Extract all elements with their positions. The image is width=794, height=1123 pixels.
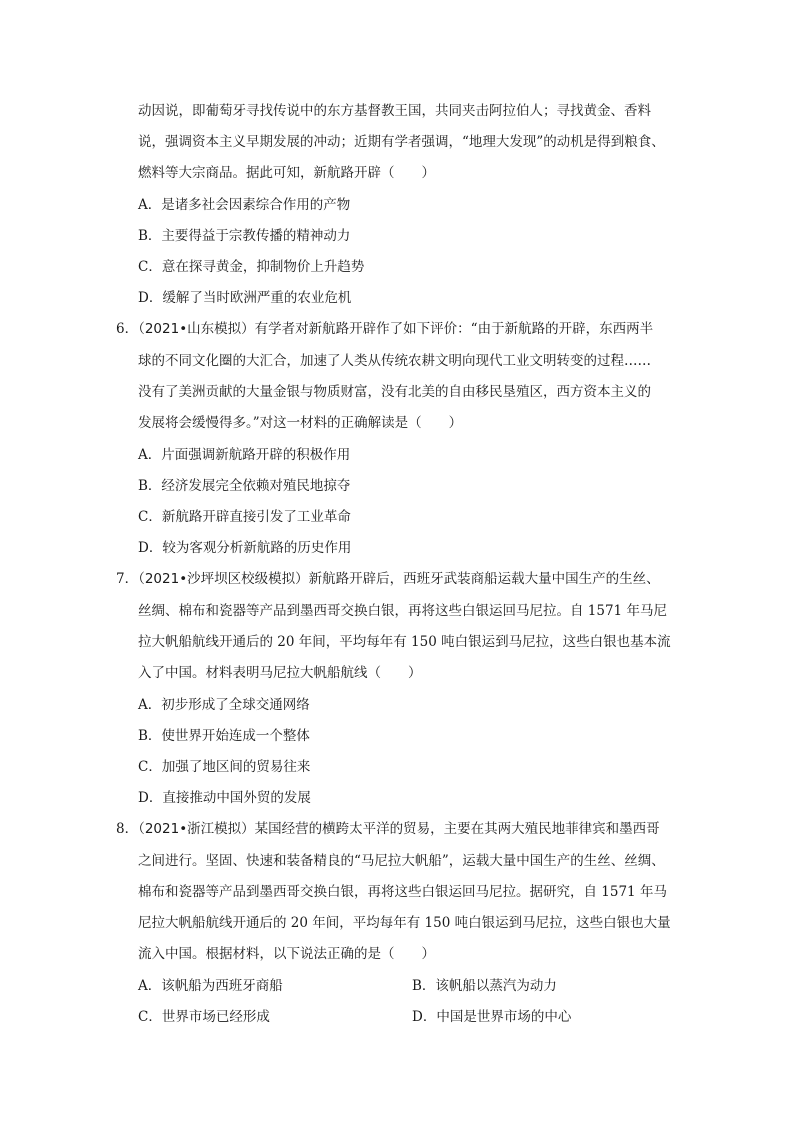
q6-option-a: A．片面强调新航路开辟的积极作用 (138, 447, 351, 463)
q8-stem-line-5: 流入中国。根据材料，以下说法正确的是（ ） (138, 946, 435, 962)
q6-option-b: B．经济发展完全依赖对殖民地掠夺 (138, 478, 351, 494)
q5-option-a: A．是诸多社会因素综合作用的产物 (138, 197, 351, 213)
q5-option-c: C．意在探寻黄金，抑制物价上升趋势 (138, 259, 365, 275)
q6-stem-line-4: 发展将会缓慢得多。”对这一材料的正确解读是（ ） (138, 415, 463, 431)
q8-stem-line-3: 棉布和瓷器等产品到墨西哥交换白银，再将这些白银运回马尼拉。据研究，自 1571 年马 (138, 884, 667, 900)
q6-number: 6． (116, 321, 139, 337)
q6-first-line (116, 319, 653, 339)
q7-option-b: B．使世界开始连成一个整体 (138, 728, 310, 744)
q6-source: （2021•山东模拟） (138, 321, 255, 337)
q5-stem-line-2: 说，强调资本主义早期发展的冲动；近期有学者强调，“地理大发现”的动机是得到粮食、 (138, 134, 665, 150)
q8-first-line (116, 819, 660, 839)
q7-option-c: C．加强了地区间的贸易往来 (138, 759, 311, 775)
q8-option-d: D．中国是世界市场的中心 (412, 1009, 572, 1025)
q8-option-a: A．该帆船为西班牙商船 (138, 978, 283, 994)
q8-source: （2021•浙江模拟） (138, 821, 255, 837)
q6-stem-line-3: 没有了美洲贡献的大量金银与物质财富，没有北美的自由移民垦殖区，西方资本主义的 (138, 384, 651, 400)
q7-first-line (116, 569, 660, 589)
q7-number: 7． (116, 571, 139, 587)
q8-stem-line-2: 之间进行。坚固、快速和装备精良的“马尼拉大帆船”，运载大量中国生产的生丝、丝绸、 (138, 853, 665, 869)
q6-option-c: C．新航路开辟直接引发了工业革命 (138, 509, 351, 525)
q5-stem-line-3: 燃料等大宗商品。据此可知，新航路开辟（ ） (138, 165, 435, 181)
q8-option-c: C．世界市场已经形成 (138, 1009, 270, 1025)
q7-option-d: D．直接推动中国外贸的发展 (138, 790, 311, 806)
q8-number: 8． (116, 821, 139, 837)
q5-option-d: D．缓解了当时欧洲严重的农业危机 (138, 290, 352, 306)
q8-stem-start: 某国经营的横跨太平洋的贸易，主要在其两大殖民地菲律宾和墨西哥 (254, 821, 660, 837)
q5-option-b: B．主要得益于宗教传播的精神动力 (138, 228, 351, 244)
q5-stem-line-1: 动因说，即葡萄牙寻找传说中的东方基督教王国，共同夹击阿拉伯人；寻找黄金、香料 (138, 103, 651, 119)
q7-stem-start: 新航路开辟后，西班牙武装商船运载大量中国生产的生丝、 (308, 571, 660, 587)
q6-option-d: D．较为客观分析新航路的历史作用 (138, 540, 352, 556)
q7-source: （2021•沙坪坝区校级模拟） (138, 571, 309, 587)
q6-stem-line-2: 球的不同文化圈的大汇合，加速了人类从传统农耕文明向现代工业文明转变的过程…… (138, 353, 651, 369)
q7-stem-line-4: 入了中国。材料表明马尼拉大帆船航线（ ） (138, 665, 422, 681)
q8-option-b: B．该帆船以蒸汽为动力 (412, 978, 557, 994)
q7-option-a: A．初步形成了全球交通网络 (138, 697, 310, 713)
q6-stem-start: 有学者对新航路开辟作了如下评价：“由于新航路的开辟，东西两半 (254, 321, 654, 337)
q7-stem-line-3: 拉大帆船航线开通后的 20 年间，平均每年有 150 吨白银运到马尼拉，这些白银也基本流 (138, 634, 671, 650)
q7-stem-line-2: 丝绸、棉布和瓷器等产品到墨西哥交换白银，再将这些白银运回马尼拉。自 1571 年马尼 (138, 603, 667, 619)
q8-stem-line-4: 尼拉大帆船航线开通后的 20 年间，平均每年有 150 吨白银运到马尼拉，这些白银也大量 (138, 915, 671, 931)
